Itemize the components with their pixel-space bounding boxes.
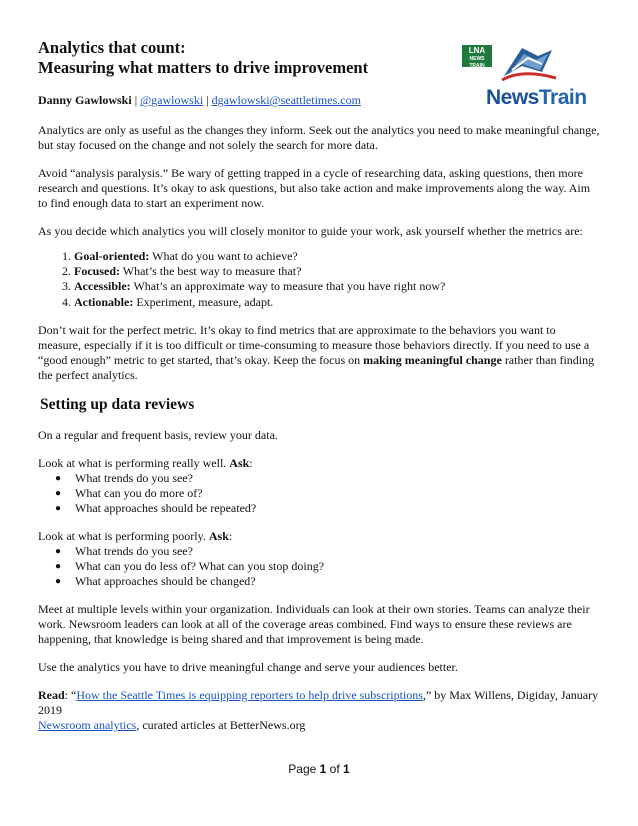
paragraph-text: Look at what is performing really well. (38, 455, 230, 470)
seattle-times-article-link[interactable]: How the Seattle Times is equipping reporters to help drive subscriptions (76, 687, 423, 702)
criteria-desc: What do you want to achieve? (149, 249, 298, 263)
list-item: ● What approaches should be repeated? (75, 501, 600, 516)
list-item (74, 295, 600, 310)
lna-logo (462, 45, 492, 67)
title-line-2: Measuring what matters to drive improvement (38, 58, 369, 77)
page-footer (0, 762, 638, 776)
paragraph-text: rather than finding the perfect analytics. (38, 352, 595, 382)
section-heading: Setting up data reviews (40, 395, 195, 413)
paragraph-avoid: Avoid “analysis paralysis.” Be wary of getting trapped in a cycle of researching data, asking questions, then more research and questions. It’s okay to ask questions, but also take action and make improvements along the way. Aim to find enough data to start an experiment now. (38, 166, 591, 210)
list-item: ● What trends do you see? (75, 544, 600, 559)
paragraph-well (38, 456, 600, 471)
document-title (38, 38, 458, 78)
logos (458, 40, 598, 112)
newsroom-analytics-link[interactable]: Newsroom analytics (38, 717, 137, 732)
footer-text: Page (288, 762, 320, 776)
criteria-desc: What’s an approximate way to measure that you have right now? (130, 279, 446, 294)
byline-separator: | (131, 93, 141, 107)
list-item (74, 249, 600, 264)
list-item: ● What can you do less of? What can you stop doing? (75, 559, 600, 574)
newstrain-logo-train: Train (538, 86, 587, 109)
read-label: Read (38, 687, 65, 702)
byline (38, 93, 361, 108)
punctuation: : (249, 455, 253, 470)
poor-questions-list (38, 544, 600, 589)
twitter-link[interactable]: @gawlowski (140, 93, 204, 107)
ask-label: Ask (229, 455, 250, 470)
list-item: ● What trends do you see? (75, 471, 600, 486)
list-item: ● What can you do more of? (75, 486, 600, 501)
lna-logo-subtext: NEWS TRAIN (469, 56, 485, 69)
paragraph-use: Use the analytics you have to drive meaningful change and serve your audiences better. (38, 659, 458, 674)
well-questions-list (38, 471, 600, 516)
title-line-1: Analytics that count: (38, 38, 186, 57)
email-link[interactable]: dgawlowski@seattletimes.com (211, 93, 361, 107)
criteria-term: Goal-oriented: (74, 249, 150, 263)
page-number: 1 (319, 762, 327, 776)
byline-separator: | (203, 93, 212, 107)
newstrain-logo-news: News (486, 86, 539, 109)
citation-text: ,” by Max Willens, Digiday, January 2019 (38, 687, 599, 717)
paragraph-text: Don’t wait for the perfect metric. It’s okay to find metrics that are approximate to the behaviors you want to measure, especially if it is too difficult or time-consuming to measure those behaviors directly. If you need to use a “good enough” metric to get started, that’s okay. Keep the focus on (38, 322, 590, 367)
paragraph-regular: On a regular and frequent basis, review your data. (38, 427, 278, 442)
paragraph-dont-wait (38, 323, 600, 383)
list-item (74, 264, 600, 279)
page-total: 1 (343, 762, 350, 776)
paragraph-decide: As you decide which analytics you will closely monitor to guide your work, ask yourself whether the metrics are: (38, 224, 583, 238)
paragraph-poor (38, 529, 600, 544)
punctuation: : “ (64, 687, 77, 702)
criteria-term: Accessible: (74, 279, 131, 294)
ask-label: Ask (208, 528, 229, 543)
criteria-desc: What’s the best way to measure that? (120, 264, 302, 279)
footer-text: of (326, 762, 344, 776)
punctuation: : (228, 528, 233, 543)
author-name: Danny Gawlowski (38, 93, 132, 107)
criteria-term: Actionable: (74, 294, 134, 309)
metric-criteria-list (38, 249, 600, 310)
newstrain-logo (486, 86, 587, 110)
list-item (74, 279, 600, 294)
document-body (38, 123, 600, 733)
reading-list (38, 688, 600, 733)
criteria-term: Focused: (74, 264, 120, 279)
emphasis-text: making meaningful change (363, 352, 502, 367)
lna-logo-text: LNA (468, 46, 486, 55)
paragraph-intro: Analytics are only as useful as the changes they inform. Seek out the analytics you need to make meaningful change, but stay focused on the change and not solely the search for more data. (38, 123, 600, 152)
criteria-desc: Experiment, measure, adapt. (133, 294, 274, 309)
citation-text: , curated articles at BetterNews.org (136, 717, 306, 732)
paragraph-meet: Meet at multiple levels within your organization. Individuals can look at their own stories. Teams can analyze their work. Newsroom leaders can look at all of the coverage areas combined. Find ways to ensure these reviews are happening, that knowledge is being shared and that improvement is being made. (38, 601, 590, 646)
list-item: ● What approaches should be changed? (75, 574, 600, 589)
newstrain-train-icon (498, 42, 558, 84)
paragraph-text: Look at what is performing poorly. (38, 528, 209, 543)
